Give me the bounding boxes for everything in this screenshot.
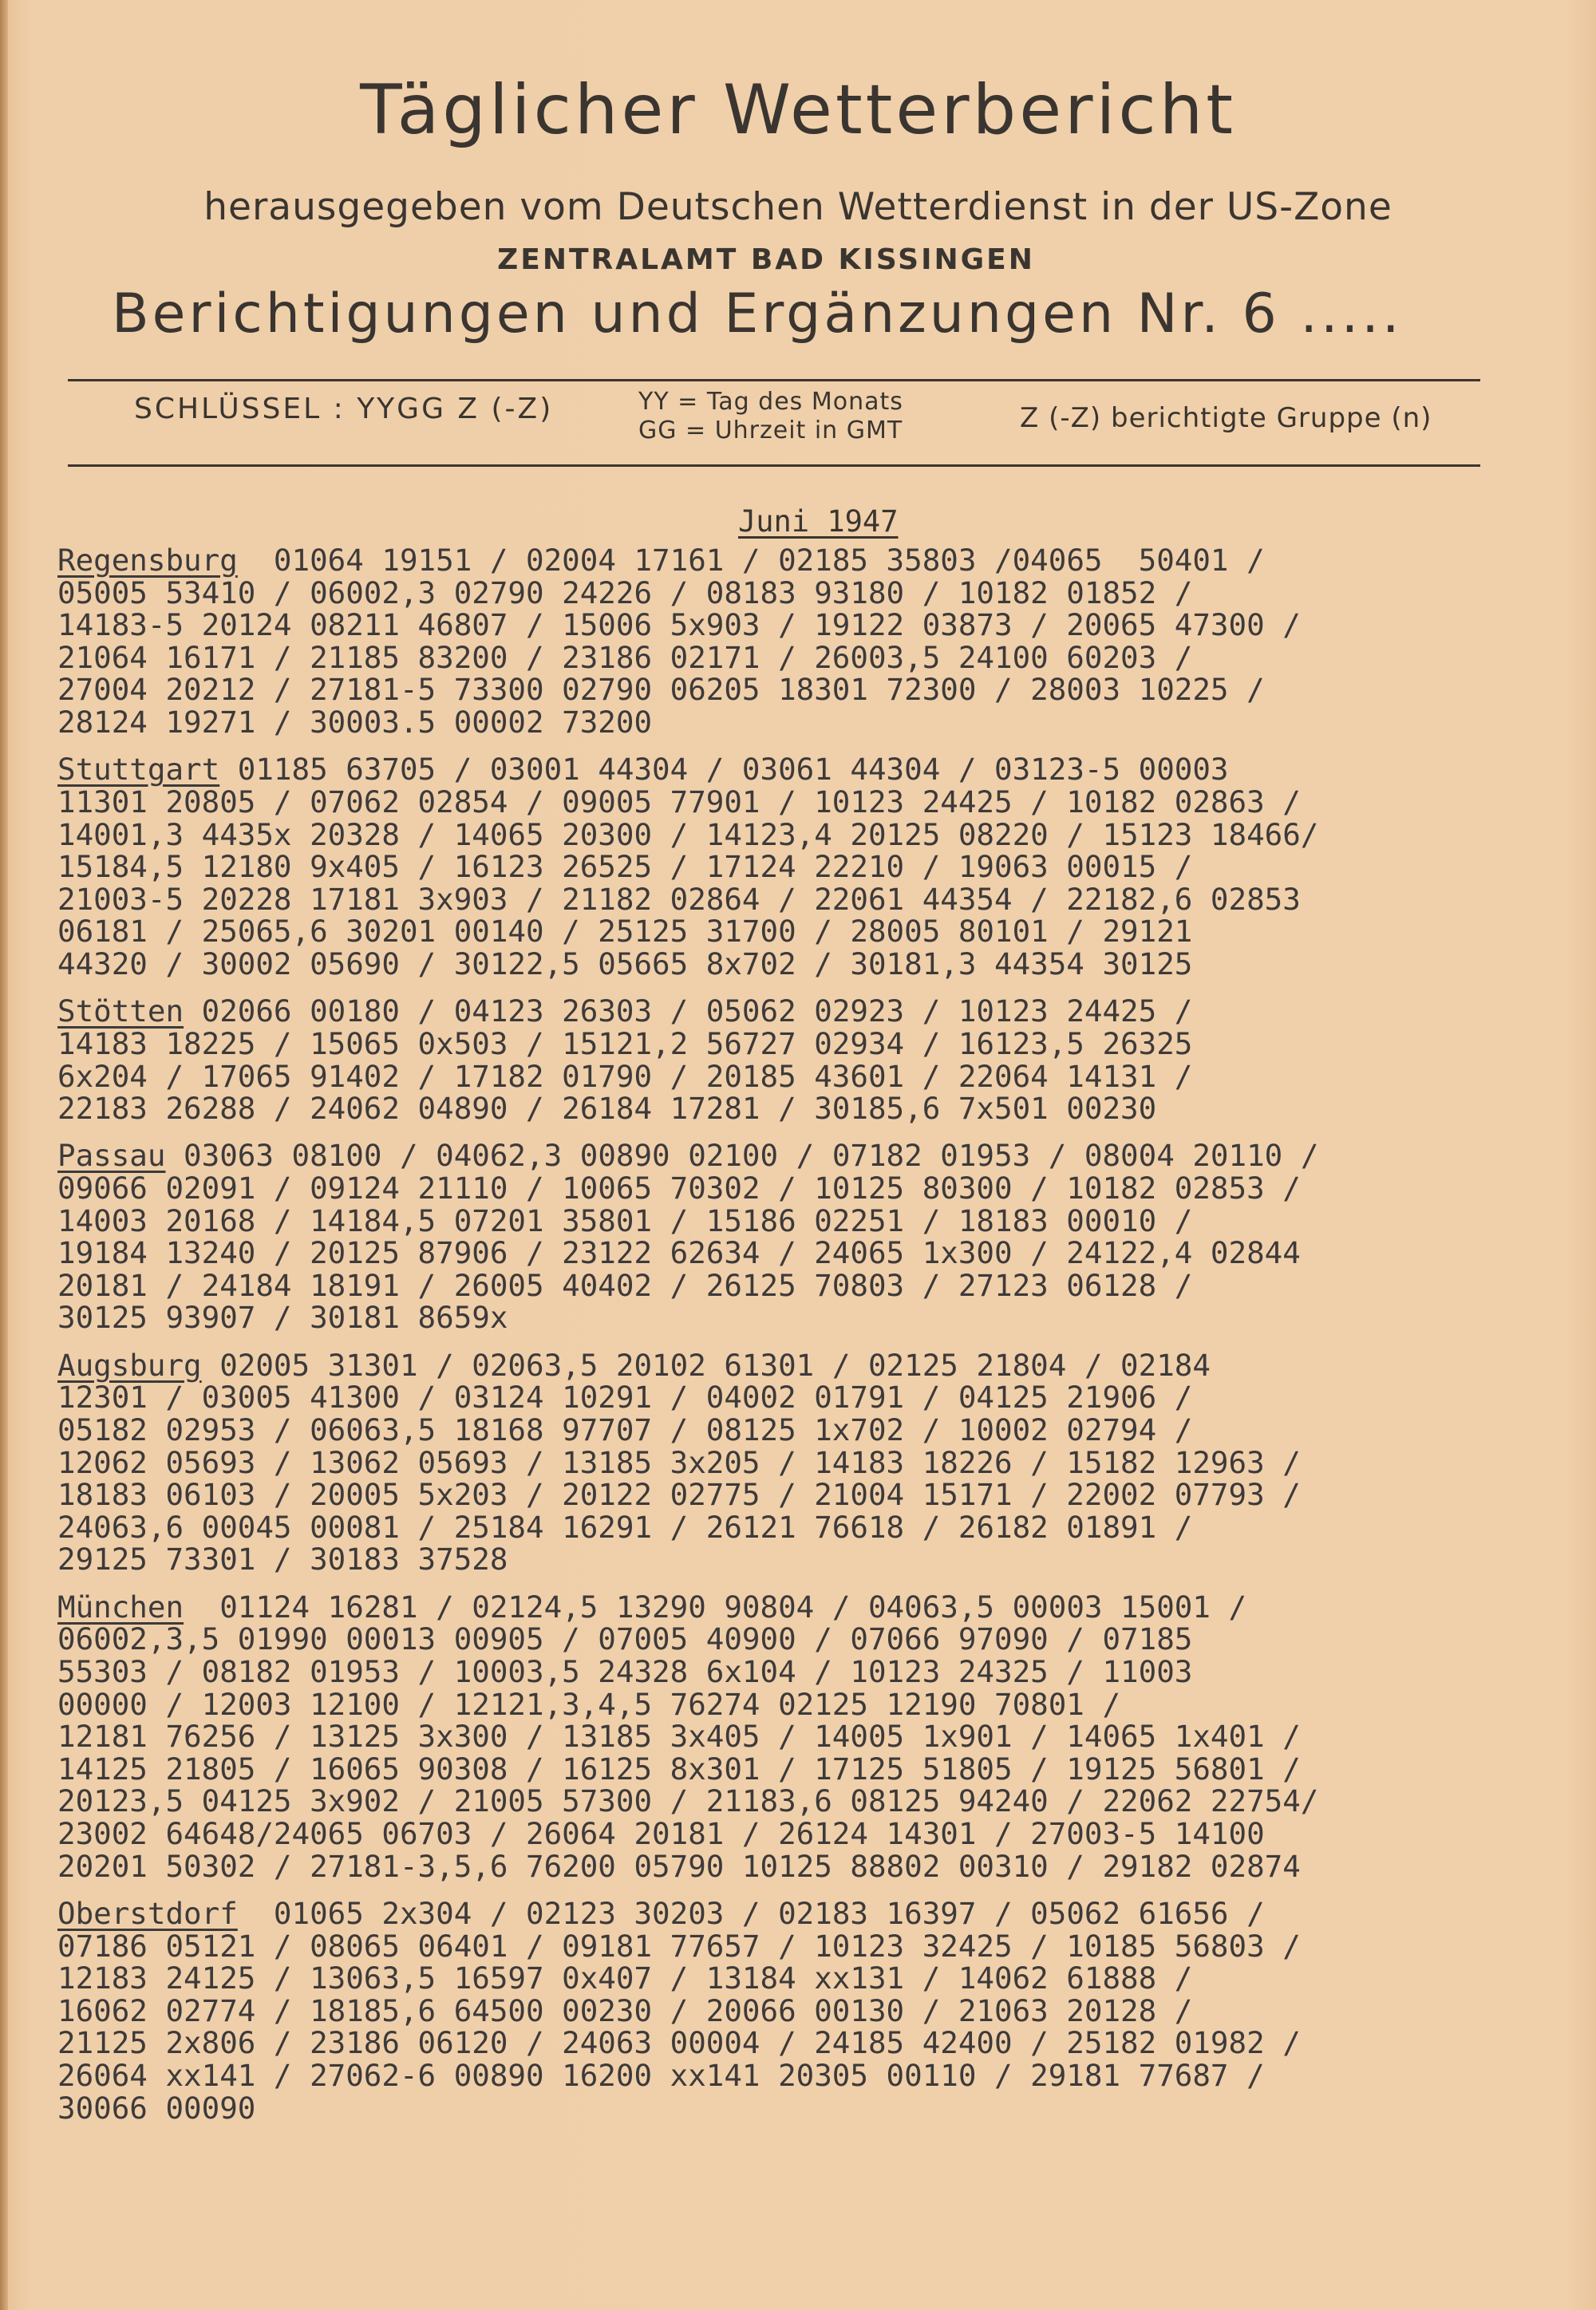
correction-line	[57, 2059, 1558, 2092]
correction-line	[57, 915, 1558, 948]
station-section	[57, 544, 1558, 739]
correction-text: 16062 02774 / 18185,6 64500 00230 / 20066 00130 / 21063 20128 /	[57, 1992, 1193, 2028]
correction-line	[57, 1688, 1558, 1721]
correction-text: 15184,5 12180 9x405 / 16123 26525 / 17124 22210 / 19063 00015 /	[57, 849, 1193, 885]
station-section	[57, 1591, 1558, 1882]
key-label: SCHLÜSSEL : YYGG Z (-Z)	[134, 393, 554, 425]
correction-text: 01064 19151 / 02004 17161 / 02185 35803 /04065 50401 /	[237, 543, 1265, 578]
correction-line	[57, 1479, 1558, 1511]
publisher-line: herausgegeben vom Deutschen Wetterdienst in der US-Zone	[203, 185, 1393, 229]
station-section	[57, 993, 1558, 1127]
correction-text: 21064 16171 / 21185 83200 / 23186 02171 / 26003,5 24100 60203 /	[57, 639, 1193, 675]
station-section	[57, 1897, 1558, 2124]
correction-text: 19184 13240 / 20125 87906 / 23122 62634 / 24065 1x300 / 24122,4 02844	[57, 1235, 1301, 1271]
correction-text: 6x204 / 17065 91402 / 17182 01790 / 20185 43601 / 22064 14131 /	[57, 1058, 1193, 1094]
correction-text: 14125 21805 / 16065 90308 / 16125 8x301 / 17125 51805 / 19125 56801 /	[57, 1751, 1301, 1787]
correction-text: 12181 76256 / 13125 3x300 / 13185 3x405 / 14005 1x901 / 14065 1x401 /	[57, 1719, 1301, 1755]
correction-line	[57, 1962, 1558, 1995]
correction-text: 24063,6 00045 00081 / 25184 16291 / 26121 76618 / 26182 01891 /	[57, 1509, 1193, 1545]
correction-text: 20123,5 04125 3x902 / 21005 57300 / 21183,6 08125 94240 / 22062 22754/	[57, 1783, 1319, 1819]
correction-line	[57, 1930, 1558, 1963]
correction-text: 01185 63705 / 03001 44304 / 03061 44304 / 03123-5 00003	[219, 752, 1229, 788]
correction-line	[57, 1785, 1558, 1818]
correction-line	[57, 609, 1558, 642]
correction-line	[57, 706, 1558, 739]
station-name: Stuttgart	[57, 752, 220, 788]
correction-line	[57, 1653, 1558, 1689]
correction-text: 14183 18225 / 15065 0x503 / 15121,2 56727 02934 / 16123,5 26325	[57, 1025, 1193, 1061]
correction-text: 09066 02091 / 09124 21110 / 10065 70302 / 10125 80300 / 10182 02853 /	[57, 1171, 1301, 1206]
page-binding-edge	[0, 0, 8, 2310]
correction-line	[57, 1301, 1558, 1334]
correction-line	[57, 673, 1558, 706]
station-name: Regensburg	[57, 543, 238, 578]
correction-line	[57, 1202, 1558, 1238]
correction-line	[57, 1414, 1558, 1447]
correction-text: 14183-5 20124 08211 46807 / 15006 5x903 / 19122 03873 / 20065 47300 /	[57, 607, 1301, 643]
correction-line	[57, 1025, 1558, 1061]
correction-text: 20181 / 24184 18191 / 26005 40402 / 26125 70803 / 27123 06128 /	[57, 1267, 1193, 1303]
correction-line	[57, 1992, 1558, 2028]
correction-text: 14001,3 4435x 20328 / 14065 20300 / 14123,4 20125 08220 / 15123 18466/	[57, 816, 1319, 852]
correction-line	[57, 816, 1558, 852]
correction-text: 21125 2x806 / 23186 06120 / 24063 00004 / 24185 42400 / 25182 01982 /	[57, 2025, 1301, 2061]
correction-line	[57, 883, 1558, 916]
correction-line	[57, 2027, 1558, 2059]
correction-text: 02005 31301 / 02063,5 20102 61301 / 02125 21804 / 02184	[201, 1347, 1211, 1383]
correction-text: 05182 02953 / 06063,5 18168 97707 / 08125 1x702 / 10002 02794 /	[57, 1412, 1193, 1448]
station-name: Oberstdorf	[57, 1895, 238, 1931]
correction-line	[57, 1060, 1558, 1093]
key-yy-legend: YY = Tag des Monats	[638, 388, 903, 416]
correction-text: 30066 00090	[57, 2090, 256, 2126]
correction-line	[57, 753, 1558, 786]
correction-text: 06181 / 25065,6 30201 00140 / 25125 31700 / 28005 80101 / 29121	[57, 914, 1193, 950]
correction-text: 06002,3,5 01990 00013 00905 / 07005 40900 / 07066 97090 / 07185	[57, 1621, 1193, 1657]
correction-text: 01065 2x304 / 02123 30203 / 02183 16397 / 05062 61656 /	[237, 1895, 1265, 1931]
station-name: Stötten	[57, 993, 184, 1029]
correction-text: 12183 24125 / 13063,5 16597 0x407 / 13184 xx131 / 14062 61888 /	[57, 1961, 1193, 1996]
station-name: Augsburg	[57, 1347, 202, 1383]
correction-text: 01124 16281 / 02124,5 13290 90804 / 04063,5 00003 15001 /	[184, 1589, 1247, 1625]
correction-text: 12062 05693 / 13062 05693 / 13185 3x205 / 14183 18226 / 15182 12963 /	[57, 1444, 1301, 1480]
correction-line	[57, 1139, 1558, 1172]
correction-text: 05005 53410 / 06002,3 02790 24226 / 08183 93180 / 10182 01852 /	[57, 575, 1193, 610]
correction-line	[57, 577, 1558, 610]
header-rule-bottom	[68, 464, 1480, 467]
station-section	[57, 1349, 1558, 1576]
correction-line	[57, 1349, 1558, 1382]
correction-text: 07186 05121 / 08065 06401 / 09181 77657 / 10123 32425 / 10185 56803 /	[57, 1928, 1301, 1964]
correction-line	[57, 1381, 1558, 1414]
correction-text: 44320 / 30002 05690 / 30122,5 05665 8x702 / 30181,3 44354 30125	[57, 946, 1193, 981]
correction-line	[57, 1172, 1558, 1205]
correction-text: 11301 20805 / 07062 02854 / 09005 77901 / 10123 24425 / 10182 02863 /	[57, 784, 1301, 819]
correction-line	[57, 1720, 1558, 1753]
correction-line	[57, 948, 1558, 981]
correction-text: 20201 50302 / 27181-3,5,6 76200 05790 10125 88802 00310 / 29182 02874	[57, 1848, 1301, 1884]
correction-line	[57, 786, 1558, 819]
correction-line	[57, 851, 1558, 883]
key-z-legend: Z (-Z) berichtigte Gruppe (n)	[1020, 402, 1432, 434]
station-section	[57, 1139, 1558, 1334]
corrections-list	[57, 544, 1558, 2139]
correction-line	[57, 639, 1558, 675]
correction-line	[57, 1897, 1558, 1930]
correction-text: 27004 20212 / 27181-5 73300 02790 06205 18301 72300 / 28003 10225 /	[57, 672, 1265, 708]
correction-line	[57, 1267, 1558, 1303]
correction-line	[57, 1543, 1558, 1576]
correction-line	[57, 995, 1558, 1028]
report-title: Täglicher Wetterbericht	[360, 70, 1236, 150]
correction-text: 55303 / 08182 01953 / 10003,5 24328 6x104 / 10123 24325 / 11003	[57, 1653, 1193, 1689]
correction-text: 21003-5 20228 17181 3x903 / 21182 02864 / 22061 44354 / 22182,6 02853	[57, 881, 1301, 917]
correction-text: 22183 26288 / 24062 04890 / 26184 17281 / 30185,6 7x501 00230	[57, 1091, 1157, 1127]
correction-text: 23002 64648/24065 06703 / 26064 20181 / 26124 14301 / 27003-5 14100	[57, 1815, 1265, 1851]
office-line: ZENTRALAMT BAD KISSINGEN	[497, 243, 1035, 276]
correction-line	[57, 1237, 1558, 1270]
correction-text: 29125 73301 / 30183 37528	[57, 1542, 508, 1578]
correction-line	[57, 1815, 1558, 1851]
correction-line	[57, 1623, 1558, 1656]
key-gg-legend: GG = Uhrzeit in GMT	[638, 417, 903, 444]
correction-text: 26064 xx141 / 27062-6 00890 16200 xx141 20305 00110 / 29181 77687 /	[57, 2057, 1265, 2093]
header-rule-top	[68, 379, 1480, 381]
station-name: Passau	[57, 1138, 166, 1174]
correction-text: 03063 08100 / 04062,3 00890 02100 / 07182 01953 / 08004 20110 /	[165, 1138, 1319, 1174]
correction-text: 30125 93907 / 30181 8659x	[57, 1300, 508, 1336]
correction-line	[57, 1591, 1558, 1624]
correction-text: 18183 06103 / 20005 5x203 / 20122 02775 / 21004 15171 / 22002 07793 /	[57, 1477, 1301, 1513]
correction-text: 28124 19271 / 30003.5 00002 73200	[57, 704, 653, 740]
correction-line	[57, 1753, 1558, 1786]
correction-line	[57, 544, 1558, 577]
correction-line	[57, 1092, 1558, 1125]
correction-line	[57, 1511, 1558, 1544]
month-heading: Juni 1947	[738, 504, 899, 539]
station-section	[57, 753, 1558, 980]
station-name: München	[57, 1589, 184, 1625]
issue-title: Berichtigungen und Ergänzungen Nr. 6 .....	[112, 282, 1403, 346]
correction-text: 12301 / 03005 41300 / 03124 10291 / 04002 01791 / 04125 21906 /	[57, 1380, 1193, 1416]
correction-line	[57, 1444, 1558, 1480]
correction-text: 14003 20168 / 14184,5 07201 35801 / 15186 02251 / 18183 00010 /	[57, 1202, 1193, 1238]
correction-line	[57, 2092, 1558, 2125]
correction-text: 00000 / 12003 12100 / 12121,3,4,5 76274 02125 12190 70801 /	[57, 1686, 1121, 1722]
correction-line	[57, 1850, 1558, 1883]
correction-text: 02066 00180 / 04123 26303 / 05062 02923 / 10123 24425 /	[184, 993, 1193, 1029]
